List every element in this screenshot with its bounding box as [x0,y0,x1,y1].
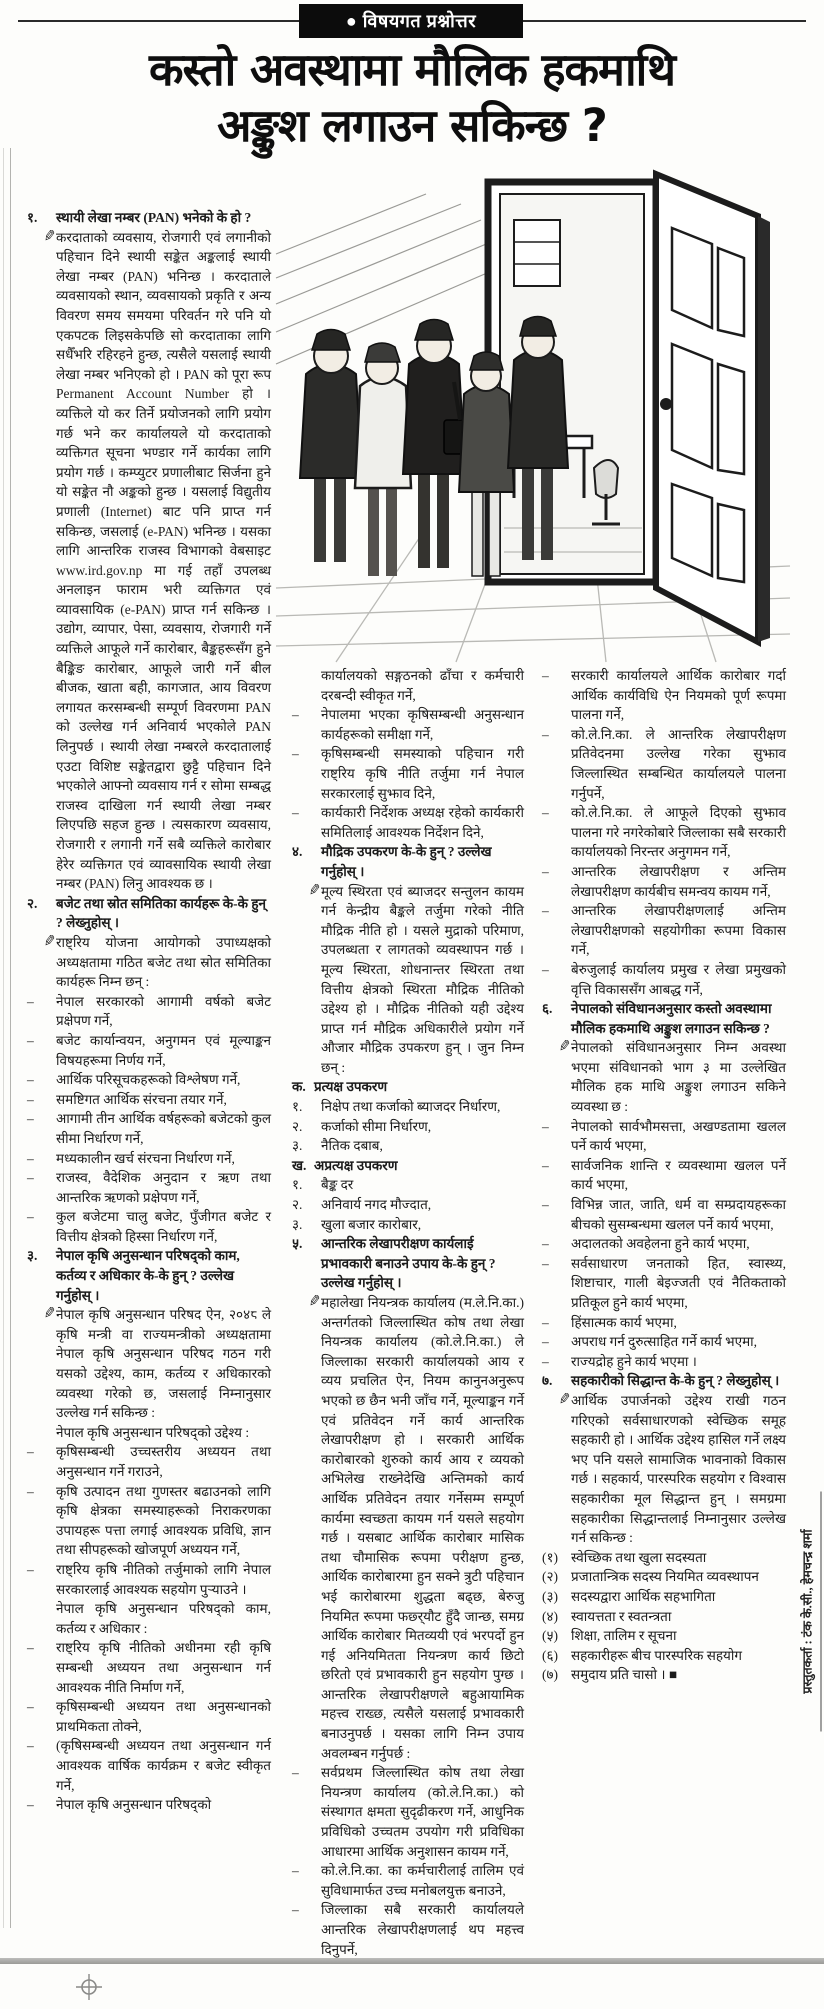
item-marker: ३. [27,1248,38,1264]
dash-marker: – [292,1902,299,1918]
dash-marker: – [542,1255,549,1271]
dash-marker: – [292,707,299,723]
body-text: राष्ट्रिय कृषि नीतिको तर्जुमाको लागि नेपाल सरकारलाई आवश्यक सहयोग पुऱ्याउने । [56,1561,271,1597]
dash-marker: – [27,1111,34,1127]
dash-block [27,1560,271,1599]
body-text: सहकारीको सिद्धान्त के-के हुन् ? लेख्नुहोस् । [571,1373,780,1389]
dash-marker: – [27,1091,34,1107]
dash-block [542,1195,786,1234]
dash-block [542,901,786,960]
pen-answer-icon: ✎ [42,225,58,246]
body-text: सर्वप्रथम जिल्लास्थित कोष तथा लेखा नियन्त्रण कार्यालय (को.ले.नि.का.) को संस्थागत क्षमता सुदृढीकरण गर्ने, आधुनिक प्रविधिको उच्चतम उपयोग गरी प्रविधिका आधारमा आर्थिक अनुशासन कायम गर्ने, [321,1765,524,1859]
footer-rule [0,1958,824,1964]
answer-block [27,225,271,894]
body-text: को.ले.नि.का. ले आन्तरिक लेखापरीक्षण प्रतिवेदनमा उल्लेख गरेका सुझाव जिल्लास्थित सम्बन्धित कार्यालयले पालना गर्नुपर्ने, [571,726,786,801]
item-marker: २. [292,1118,303,1134]
text-column-2 [292,666,524,1957]
item-marker: १. [292,1177,303,1193]
dash-block [292,1861,524,1900]
dash-block [292,803,524,842]
body-text: बेरुजुलाई कार्यालय प्रमुख र लेखा प्रमुखको वृत्ति विकाससँग आबद्ध गर्ने, [571,961,786,997]
dash-marker: – [542,1236,549,1252]
item-marker: ५. [292,1236,303,1252]
body-text: नेपालको संविधानअनुसार निम्न अवस्था भएमा संविधानको भाग ३ मा उल्लेखित मौलिक हक माथि अङ्कुश लगाउन सकिने व्यवस्था छ : [571,1040,786,1115]
body-text: समष्टिगत आर्थिक संरचना तयार गर्ने, [56,1091,227,1107]
dash-marker: – [292,746,299,762]
body-text: राजस्व, वैदेशिक अनुदान र ऋण तथा आन्तरिक ऋणको प्रक्षेपण गर्ने, [56,1170,271,1205]
num-block [542,1548,786,1568]
dash-marker: – [542,1353,549,1369]
byline: प्रस्तुतकर्ता : टंक के.सी., हेमचन्द्र शर्मा [799,1492,822,1732]
dash-marker: – [27,1150,34,1166]
body-text: स्वेच्छिक तथा खुला सदस्यता [571,1549,707,1565]
body-text: आन्तरिक लेखापरीक्षण र अन्तिम लेखापरीक्षण कार्यबीच समन्वय कायम गर्ने, [571,863,786,899]
num-block [542,1665,786,1685]
body-text: करदाताको व्यवसाय, रोजगारी एवं लगानीको पहिचान दिने स्थायी सङ्केत अङ्कलाई स्थायी लेखा नम्बर (PAN) भनिन्छ । करदाताले व्यवसायको स्थान, व्यवसायको प्रकृति र अन्य विवरण समय समयमा परिवर्तन गरे पनि यो एकपटक लिइसकेपछि सो करदाताका लागि सधैँभरि रहिरहने हुन्छ, त्यसैले यसलाई स्थायी लेखा नम्बर भनिएको हो । PAN को पूरा रूप Permanent Account Number हो । व्यक्तिले यो कर तिर्ने प्रयोजनको लागि प्रयोग गर्छ भने कर कार्यालयले यो करदाताको व्यक्तिगत सूचना भण्डार गर्ने कार्यका लागि प्रयोग गर्छ । कम्प्युटर प्रणालीबाट सिर्जना हुने यो सङ्केत नौ अङ्कको हुन्छ । यसलाई विद्युतीय प्रणाली (Internet) बाट पनि प्राप्त गर्न सकिन्छ, जसलाई (e-PAN) भनिन्छ । यसका लागि आन्तरिक राजस्व विभागको वेबसाइट www.ird.gov.np मा गई तहाँ उपलब्ध अनलाइन फाराम भरी व्यक्तिगत एवं व्यावसायिक (e-PAN) प्राप्त गर्न सकिन्छ । उद्योग, व्यापार, पेसा, व्यवसाय, रोजगारी गर्ने व्यक्तिले आफूले गर्ने कारोबार, बैङ्कहरूसँग हुने बैङ्किङ कारोबार, आफूले जारी गर्ने बील बीजक, खाता बही, कागजात, आय विवरण लगायत करसम्बन्धी सम्पूर्ण विवरणमा PAN को उल्लेख गर्न अनिवार्य भएकोले PAN लिनुपर्छ । स्थायी लेखा नम्बरले करदातालाई एउटा विशिष्ट सङ्केतद्वारा छुट्टै पहिचान दिने भएकोले आफ्नो व्यवसाय गर्न र सोमा सम्बद्ध राजस्व दाखिला गर्न स्थायी लेखा नम्बर लिएपछि सहज हुन्छ । त्यसकारण व्यवसाय, रोजगारी र लगानी गर्ने सबै व्यक्तिले कारोबार हेरेर व्यक्तिगत एवं व्यावसायिक स्थायी लेखा नम्बर (PAN) लिनु आवश्यक छ । [56,229,271,892]
num-block [292,1195,524,1215]
body-text: प्रत्यक्ष उपकरण [314,1079,388,1095]
body-text: महालेखा नियन्त्रक कार्यालय (म.ले.नि.का.) अन्तर्गतको जिल्लास्थित कोष तथा लेखा नियन्त्रक कार्यालय (को.ले.नि.का.) ले जिल्लाका सरकारी कार्यालयको आय र व्यय प्रचलित ऐन, नियम कानुनअनुरूप भएको छ छैन भनी जाँच गर्ने, मूल्याङ्कन गर्ने एवं प्रतिवेदन गर्ने कार्य आन्तरिक लेखापरीक्षण हो । सरकारी आर्थिक कारोबारको शुरुको कार्य आय र व्ययको अभिलेख राख्नेदेखि अन्तिमको कार्य आर्थिक प्रतिवेदन तयार गर्नेसम्म सम्पूर्ण कार्यमा स्वच्छता कायम गर्न यसले सहयोग गर्छ । यसबाट आर्थिक कारोबार मासिक तथा चौमासिक रूपमा परीक्षण हुन्छ, आर्थिक कारोबारमा हुन सक्ने त्रुटी पहिचान भई कारोबारमा शुद्धता बढ्छ, बेरुजु नियमित रूपमा फछ्र्यौट हुँदै जान्छ, समग्र आर्थिक कारोबार मितव्ययी एवं भरपर्दो हुन गई अनियमितता नियन्त्रण कार्य छिटो छरितो एवं प्रभावकारी हुन सहयोग पुग्छ । आन्तरिक लेखापरीक्षणले बहुआयामिक महत्त्व राख्छ, त्यसैले यसलाई प्रभावकारी बनाउनुपर्छ । यसका लागि निम्न उपाय अवलम्बन गर्नुपर्छ : [321,1295,524,1761]
body-text: कृषि उत्पादन तथा गुणस्तर बढाउनको लागि कृषि क्षेत्रका समस्याहरूको निराकरणका उपायहरू पत्ता लगाई आवश्यक प्रविधि, ज्ञान तथा सीपहरूको खोजपूर्ण अध्ययन गर्ने, [56,1483,271,1558]
cont-block [292,666,524,705]
dash-block [27,1795,271,1815]
body-text: नैतिक दबाब, [321,1138,383,1154]
dash-block [542,1352,786,1372]
dash-block [542,1254,786,1313]
num-block [292,1215,524,1235]
body-text: सर्वसाधारण जनताको हित, स्वास्थ्य, शिष्टाचार, गाली बेइज्जती एवं नैतिकताको प्रतिकूल हुने कार्य भएमा, [571,1255,786,1310]
item-marker: ४. [292,844,303,860]
dash-block [542,1234,786,1254]
item-marker: २. [292,1197,303,1213]
open-door-office-queue-illustration [276,168,790,662]
num-block [542,1646,786,1666]
pen-answer-icon: ✎ [42,931,58,951]
body-text: स्थायी लेखा नम्बर (PAN) भनेको के हो ? [56,210,252,225]
dash-block [292,1900,524,1959]
body-text: को.ले.नि.का. का कर्मचारीलाई तालिम एवं सुविधामार्फत उच्च मनोबलयुक्त बनाउने, [321,1863,524,1898]
dash-marker: – [292,805,299,821]
body-text: राज्यद्रोह हुने कार्य भएमा । [571,1353,697,1369]
body-text: मध्यकालीन खर्च संरचना निर्धारण गर्ने, [56,1150,235,1166]
crosshair-registration-mark [76,1974,102,2000]
body-text: मूल्य स्थिरता एवं ब्याजदर सन्तुलन कायम गर्न केन्द्रीय बैङ्कले तर्जुमा गरेको नीति मौद्रिक नीति हो । यसले मुद्राको परिमाण, उपलब्धता र लागतको व्यवस्थापन गर्छ । मूल्य स्थिरता, शोधनान्तर स्थिरता तथा वित्तीय क्षेत्रको स्थिरता मौद्रिक नीतिको उद्देश्य हो । मौद्रिक नीतिको यही उद्देश्य प्राप्त गर्न मौद्रिक अधिकारीले प्रयोग गर्ने औजार मौद्रिक उपकरण हुन् । जुन निम्न छन् : [321,883,524,1075]
plain-block [27,1599,271,1638]
body-text: नेपालको सार्वभौमसत्ता, अखण्डतामा खलल पर्ने कार्य भएमा, [571,1118,786,1154]
body-text: कुल बजेटमा चालु बजेट, पुँजीगत बजेट र वित्तीय क्षेत्रको हिस्सा निर्धारण गर्ने, [56,1209,271,1244]
body-text: को.ले.नि.का. ले आफूले दिएको सुझाव पालना गरे नगरेकोबारे जिल्लाका सबै सरकारी कार्यालयको निरन्तर अनुगमन गर्ने, [571,805,786,860]
dash-marker: – [292,1765,299,1781]
dash-marker: – [542,863,549,879]
answer-block [27,1305,271,1423]
headline-line-2: अङ्कुश लगाउन सकिन्छ ? [217,99,607,152]
body-text: नेपाल सरकारको आगामी वर्षको बजेट प्रक्षेपण गर्ने, [56,993,271,1029]
question-block [27,1246,271,1305]
text-column-3 [542,666,786,1726]
body-text: हिंसात्मक कार्य भएमा, [571,1314,677,1330]
body-text: (कृषिसम्बन्धी अध्ययन तथा अनुसन्धान गर्न आवश्यक वार्षिक कार्यक्रम र बजेट स्वीकृत गर्ने, [56,1738,271,1793]
body-text: आन्तरिक लेखापरीक्षण कार्यलाई प्रभावकारी बनाउने उपाय के-के हुन् ? उल्लेख गर्नुहोस् । [321,1236,496,1291]
dash-marker: – [27,1797,34,1813]
body-text: आन्तरिक लेखापरीक्षणलाई अन्तिम लेखापरीक्षणको सहयोगीका रूपमा विकास गर्ने, [571,903,786,958]
dash-marker: – [27,1699,34,1715]
body-text: आगामी तीन आर्थिक वर्षहरूको बजेटको कुल सीमा निर्धारण गर्ने, [56,1111,271,1146]
column-edge-line [10,148,11,1928]
dash-marker: – [27,1032,34,1048]
dash-block [542,803,786,862]
body-text: सहकारीहरू बीच पारस्परिक सहयोग [571,1647,742,1663]
dash-block [27,1736,271,1795]
dash-marker: – [542,903,549,919]
body-text: बजेट तथा स्रोत समितिका कार्यहरू के-के हुन् ? लेख्नुहोस् । [56,895,267,931]
dash-block [27,1070,271,1090]
body-text: कार्यकारी निर्देशक अध्यक्ष रहेको कार्यकारी समितिलाई आवश्यक निर्देशन दिने, [321,805,524,840]
pen-answer-icon: ✎ [42,1303,58,1323]
question-block [542,999,786,1038]
dash-block [27,1442,271,1481]
dash-marker: – [27,1738,34,1754]
body-text: अदालतको अवहेलना हुने कार्य भएमा, [571,1236,750,1252]
item-marker: (४) [542,1608,559,1624]
body-text: विभिन्न जात, जाति, धर्म वा सम्प्रदायहरूका बीचको सुसम्बन्धमा खलल पर्ने कार्य भएमा, [571,1197,786,1232]
dash-marker: – [27,1640,34,1656]
body-text: कृषिसम्बन्धी उच्चस्तरीय अध्ययन तथा अनुसन्धान गर्ने गराउने, [56,1444,271,1479]
pen-answer-icon: ✎ [307,1291,323,1311]
item-marker: (५) [542,1628,559,1644]
dash-marker: – [542,1157,549,1173]
dash-block [542,1117,786,1156]
body-text: सार्वजनिक शान्ति र व्यवस्थामा खलल पर्ने कार्य भएमा, [571,1157,786,1193]
item-marker: (२) [542,1569,559,1585]
dash-block [542,960,786,999]
dash-block [542,1332,786,1352]
num-block [542,1607,786,1627]
body-text: कृषिसम्बन्धी समस्याको पहिचान गरी राष्ट्रिय कृषि नीति तर्जुमा गर्न नेपाल सरकारलाई सुझाव दिने, [321,746,524,801]
question-block [292,1234,524,1293]
num-block [542,1587,786,1607]
dash-block [292,1763,524,1861]
body-text: शिक्षा, तालिम र सूचना [571,1628,677,1644]
dash-block [542,725,786,803]
answer-block [542,1038,786,1116]
body-text: नेपालमा भएका कृषिसम्बन्धी अनुसन्धान कार्यहरूको समीक्षा गर्ने, [321,707,524,742]
body-text: समुदाय प्रति चासो । ■ [571,1667,678,1683]
pen-answer-icon: ✎ [307,879,323,900]
body-text: राष्ट्रिय योजना आयोगको उपाध्यक्षको अध्यक्षतामा गठित बजेट तथा स्रोत समितिका कार्यहरू निम्न छन् : [56,934,271,990]
subhead-block [292,1156,524,1176]
body-text: अपराध गर्न दुरुत्साहित गर्ने कार्य भएमा, [571,1334,758,1350]
dash-marker: – [292,1863,299,1879]
dash-block [542,1313,786,1333]
question-block [27,208,271,228]
body-text: सदस्यद्वारा आर्थिक सहभागिता [571,1588,716,1604]
body-text: खुला बजार कारोबार, [321,1216,422,1232]
body-text: मौद्रिक उपकरण के-के हुन् ? उल्लेख गर्नुहोस् । [321,844,492,879]
dash-marker: – [27,1561,34,1577]
text-column-1 [27,208,271,1930]
item-marker: ६. [542,1001,553,1017]
dash-marker: – [542,805,549,821]
dash-marker: – [542,726,549,742]
item-marker: ३. [292,1138,303,1154]
item-marker: (६) [542,1647,559,1663]
dash-block [27,1109,271,1148]
item-marker: ख. [292,1157,307,1173]
dash-marker: – [542,1334,549,1350]
page-edge-line [3,148,4,1928]
dash-block [27,1697,271,1736]
section-kicker [299,4,523,38]
dash-marker: – [542,961,549,977]
body-text: राष्ट्रिय कृषि नीतिको अधीनमा रही कृषि सम्बन्धी अध्ययन तथा अनुसन्धान गर्न आवश्यक नीति निर्माण गर्ने, [56,1640,271,1695]
question-block [27,894,271,933]
body-text: कर्जाको सीमा निर्धारण, [321,1118,432,1134]
dash-marker: – [27,1072,34,1088]
dash-marker: – [542,1314,549,1330]
pen-answer-icon: ✎ [557,1389,573,1409]
dash-marker: – [542,668,549,683]
body-text: नेपाल कृषि अनुसन्धान परिषद ऐन, २०४८ ले कृषि मन्त्री वा राज्यमन्त्रीको अध्यक्षतामा नेपाल कृषि अनुसन्धान परिषद गठन गरी यसको उद्देश्य, काम, कर्तव्य र अधिकारको व्यवस्था गरेको छ, जसलाई निम्नानुसार उल्लेख गर्न सकिन्छ : [56,1307,271,1421]
num-block [292,1097,524,1117]
dash-block [292,744,524,803]
item-marker: (३) [542,1588,559,1604]
dash-block [27,1207,271,1246]
body-text: नेपाल कृषि अनुसन्धान परिषद्को काम, कर्तव्य र अधिकार : [56,1601,271,1636]
dash-block [542,666,786,725]
dash-block [542,862,786,901]
body-text: बजेट कार्यान्वयन, अनुगमन एवं मूल्याङ्कन विषयहरूमा निर्णय गर्ने, [56,1032,271,1068]
num-block [292,1117,524,1137]
body-text: नेपाल कृषि अनुसन्धान परिषद्को [56,1797,212,1813]
answer-block [542,1391,786,1548]
item-marker: ३. [292,1216,303,1232]
dash-marker: – [27,1170,34,1186]
body-text: आर्थिक उपार्जनको उद्देश्य राखी गठन गरिएको सर्वसाधारणको स्वेच्छिक समूह सहकारी हो । आर्थिक उद्देश्य हासिल गर्ने लक्ष्य भए पनि यसले सामाजिक भावनाको विकास गर्छ । सहकार्य, पारस्परिक सहयोग र विश्वास सहकारीका मूल सिद्धान्त हुन् । समग्रमा सहकारीका सिद्धान्तलाई निम्नानुसार उल्लेख गर्न सकिन्छ : [571,1392,786,1546]
dash-marker: – [27,1209,34,1225]
headline-line-1: कस्तो अवस्थामा मौलिक हकमाथि [148,43,676,96]
dash-block [27,1482,271,1560]
question-block [292,842,524,881]
subhead-block [292,1077,524,1097]
item-marker: १. [292,1099,303,1115]
body-text: अनिवार्य नगद मौज्दात, [321,1197,432,1213]
item-marker: २. [27,895,38,911]
dash-block [292,705,524,744]
dash-block [542,1156,786,1195]
item-marker: ७. [542,1373,553,1389]
plain-block [27,1423,271,1443]
dash-marker: – [542,1118,549,1134]
dash-block [27,1168,271,1207]
body-text: नेपाल कृषि अनुसन्धान परिषद्को उद्देश्य : [56,1424,250,1440]
dash-marker: – [542,1197,549,1213]
num-block [292,1136,524,1156]
item-marker: (१) [542,1549,559,1565]
body-text: निक्षेप तथा कर्जाको ब्याजदर निर्धारण, [321,1099,501,1115]
item-marker: १. [27,210,38,225]
pen-answer-icon: ✎ [557,1036,573,1056]
num-block [542,1626,786,1646]
dash-block [27,992,271,1031]
kicker-label: ● विषयगत प्रश्नोत्तर [345,11,477,31]
body-text: बैङ्क दर [321,1177,354,1193]
dash-marker: – [27,1444,34,1460]
num-block [542,1567,786,1587]
dash-block [27,1149,271,1169]
dash-block [27,1031,271,1070]
body-text: जिल्लाका सबै सरकारी कार्यालयले आन्तरिक लेखापरीक्षणलाई थप महत्त्व दिनुपर्ने, [321,1902,524,1957]
body-text: स्वायत्तता र स्वतन्त्रता [571,1608,672,1624]
dash-block [27,1638,271,1697]
dash-marker: – [27,993,34,1009]
body-text: आर्थिक परिसूचकहरूको विश्लेषण गर्ने, [56,1072,241,1088]
question-block [542,1371,786,1391]
dash-block [27,1090,271,1110]
body-text: नेपालको संविधानअनुसार कस्तो अवस्थामा मौलिक हकमाथि अङ्कुश लगाउन सकिन्छ ? [571,1001,772,1036]
body-text: प्रजातान्त्रिक सदस्य नियमित व्यवस्थापन [571,1569,759,1585]
body-text: कृषिसम्बन्धी अध्ययन तथा अनुसन्धानको प्राथमिकता तोक्ने, [56,1699,271,1734]
body-text: अप्रत्यक्ष उपकरण [314,1157,398,1173]
body-text: नेपाल कृषि अनुसन्धान परिषद्को काम, कर्तव्य र अधिकार के-के हुन् ? उल्लेख गर्नुहोस् । [56,1248,240,1303]
item-marker: (७) [542,1667,559,1683]
page-title [20,42,804,154]
body-text: कार्यालयको सङ्गठनको ढाँचा र कर्मचारी दरबन्दी स्वीकृत गर्ने, [321,668,524,703]
num-block [292,1175,524,1195]
item-marker: क. [292,1079,306,1095]
dash-marker: – [27,1483,34,1499]
answer-block [292,1293,524,1763]
body-text: सरकारी कार्यालयले आर्थिक कारोबार गर्दा आर्थिक कार्यविधि ऐन नियमको पूर्ण रूपमा पालना गर्ने, [571,668,786,723]
answer-block [27,933,271,992]
answer-block [292,879,524,1078]
